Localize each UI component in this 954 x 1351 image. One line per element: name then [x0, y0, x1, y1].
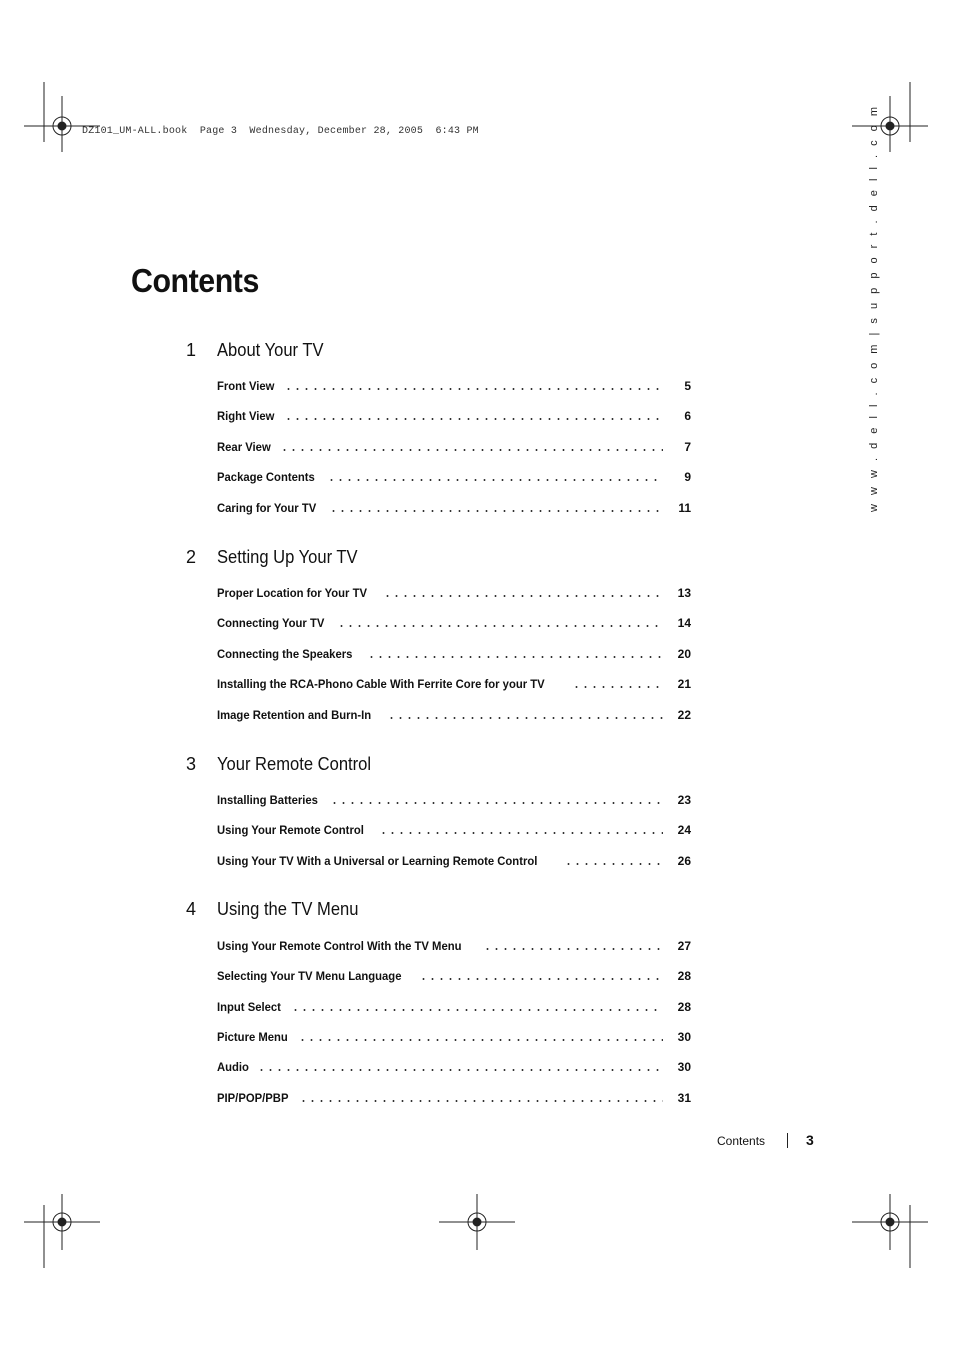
chapter-2 — [186, 547, 691, 722]
toc-entry[interactable] — [217, 1056, 691, 1074]
dot-leader — [330, 802, 663, 804]
print-slug: DZ101_UM-ALL.book Page 3 Wednesday, December 28, 2005 6:43 PM — [82, 126, 479, 137]
entry-page: 23 — [677, 793, 691, 807]
entry-page: 9 — [684, 470, 691, 484]
chapter-title: Using the TV Menu — [217, 899, 359, 919]
entry-label: Picture Menu — [217, 1030, 288, 1044]
entry-page: 6 — [684, 409, 691, 423]
entry-page: 28 — [677, 969, 691, 983]
entry-label: Right View — [217, 409, 275, 423]
entry-page: 26 — [677, 854, 691, 868]
chapter-number: 1 — [186, 340, 197, 360]
toc-entry[interactable] — [217, 1026, 691, 1044]
entry-label: Input Select — [217, 1000, 281, 1014]
entry-label: Using Your Remote Control — [217, 823, 364, 837]
dot-leader — [483, 948, 663, 950]
entry-label: Connecting the Speakers — [217, 647, 353, 661]
registration-target-bottom-right — [852, 1194, 928, 1250]
dot-leader — [299, 1100, 663, 1102]
registration-target-top-right — [852, 96, 928, 152]
entry-label: Selecting Your TV Menu Language — [217, 969, 402, 983]
footer-page-number: 3 — [806, 1132, 814, 1148]
registration-target-bottom-left — [24, 1194, 100, 1250]
chapter-number: 4 — [186, 899, 197, 919]
entry-label: PIP/POP/PBP — [217, 1091, 289, 1105]
dot-leader — [327, 479, 663, 481]
entry-label: Image Retention and Burn-In — [217, 708, 372, 722]
toc-entry[interactable] — [217, 436, 691, 454]
entry-page: 28 — [677, 1000, 691, 1014]
entry-page: 27 — [677, 939, 691, 953]
entry-label: Using Your TV With a Universal or Learning Remote Control — [217, 854, 538, 868]
toc-entry[interactable] — [217, 704, 691, 722]
toc-entry[interactable] — [217, 850, 691, 868]
toc-entry[interactable] — [217, 819, 691, 837]
entry-label: Rear View — [217, 440, 271, 454]
toc-entry[interactable] — [217, 582, 691, 600]
toc-entry[interactable] — [217, 965, 691, 983]
dot-leader — [337, 625, 663, 627]
entry-page: 13 — [677, 586, 691, 600]
toc-entry[interactable] — [217, 789, 691, 807]
chapter-number: 2 — [186, 547, 197, 567]
toc-entry[interactable] — [217, 497, 691, 515]
dot-leader — [387, 717, 663, 719]
entry-page: 21 — [677, 677, 691, 691]
dot-leader — [257, 1069, 663, 1071]
page-title: Contents — [131, 262, 259, 299]
side-url-text: w w w . d e l l . c o m | s u p p o r t . d e l l . c o m — [868, 104, 880, 512]
registration-target-bottom-center — [439, 1194, 515, 1250]
dot-leader — [419, 978, 663, 980]
chapter-title: About Your TV — [217, 340, 324, 360]
dot-leader — [280, 449, 663, 451]
entry-page: 30 — [677, 1030, 691, 1044]
entry-page: 5 — [684, 379, 691, 393]
entry-label: Package Contents — [217, 470, 315, 484]
dot-leader — [298, 1039, 663, 1041]
entry-label: Using Your Remote Control With the TV Menu — [217, 939, 462, 953]
dot-leader — [383, 595, 663, 597]
entry-page: 7 — [684, 440, 691, 454]
entry-page: 14 — [677, 616, 691, 630]
entry-page: 31 — [677, 1091, 691, 1105]
entry-page: 24 — [677, 823, 691, 837]
toc-entry[interactable] — [217, 612, 691, 630]
entry-label: Proper Location for Your TV — [217, 586, 368, 600]
dot-leader — [291, 1009, 663, 1011]
chapter-number: 3 — [186, 754, 197, 774]
chapter-4 — [186, 899, 691, 1105]
toc-entry[interactable] — [217, 643, 691, 661]
chapter-1 — [186, 340, 691, 515]
entry-page: 11 — [678, 501, 691, 515]
chapter-3 — [186, 754, 691, 868]
dot-leader — [284, 388, 663, 390]
dot-leader — [379, 832, 663, 834]
toc-entry[interactable] — [217, 996, 691, 1014]
entry-page: 30 — [677, 1060, 691, 1074]
entry-label: Front View — [217, 379, 275, 393]
dot-leader — [564, 863, 663, 865]
entry-page: 22 — [677, 708, 691, 722]
chapter-title: Setting Up Your TV — [217, 547, 358, 567]
dot-leader — [284, 418, 663, 420]
dot-leader — [367, 656, 663, 658]
toc-entry[interactable] — [217, 375, 691, 393]
toc-entry[interactable] — [217, 1087, 691, 1105]
entry-label: Connecting Your TV — [217, 616, 325, 630]
toc-entry[interactable] — [217, 673, 691, 691]
registration-target-top-left — [24, 96, 100, 152]
toc-entry[interactable] — [217, 935, 691, 953]
chapter-title: Your Remote Control — [217, 754, 372, 774]
entry-page: 20 — [677, 647, 691, 661]
footer-divider — [787, 1133, 788, 1148]
footer-section-label: Contents — [717, 1134, 766, 1148]
toc-entry[interactable] — [217, 405, 691, 423]
entry-label: Audio — [217, 1060, 249, 1074]
toc-entry[interactable] — [217, 466, 691, 484]
entry-label: Installing Batteries — [217, 793, 318, 807]
entry-label: Installing the RCA-Phono Cable With Ferrite Core for your TV — [217, 677, 545, 691]
dot-leader — [329, 510, 663, 512]
entry-label: Caring for Your TV — [217, 501, 317, 515]
dot-leader — [572, 686, 663, 688]
